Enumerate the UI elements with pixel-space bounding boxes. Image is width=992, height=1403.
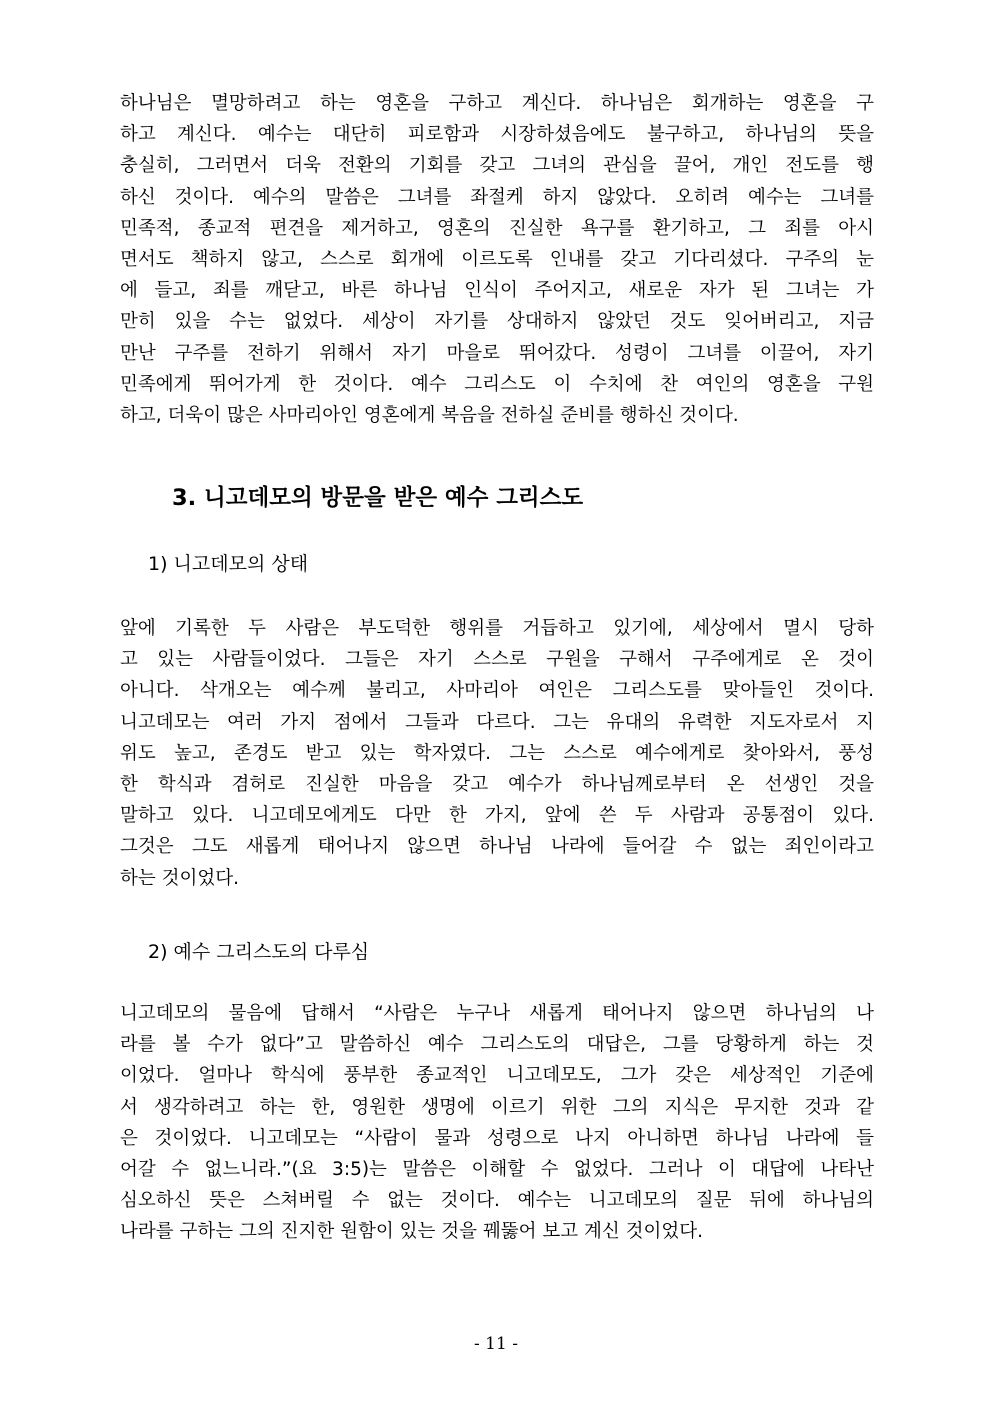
paragraph-3	[120, 998, 874, 1248]
text-line: 충실히, 그러면서 더욱 전환의 기회를 갖고 그녀의 관심을 끌어, 개인 전도를 행	[120, 155, 874, 177]
text-line: 민족적, 종교적 편견을 제거하고, 영혼의 진실한 욕구를 환기하고, 그 죄를 아시	[120, 217, 874, 239]
page-number: - 11 -	[474, 1334, 518, 1354]
text-line: 고 있는 사람들이었다. 그들은 자기 스스로 구원을 구해서 구주에게로 온 것이	[120, 649, 874, 671]
section-heading-3: 3. 니고데모의 방문을 받은 예수 그리스도	[172, 485, 584, 511]
text-line: 위도 높고, 존경도 받고 있는 학자였다. 그는 스스로 예수에게로 찾아와서, 풍성	[120, 742, 874, 764]
text-line: 나라를 구하는 그의 진지한 원함이 있는 것을 꿰뚫어 보고 계신 것이었다.	[120, 1221, 703, 1243]
text-line: 니고데모는 여러 가지 점에서 그들과 다르다. 그는 유대의 유력한 지도자로서 지	[120, 711, 874, 733]
text-line: 아니다. 삭개오는 예수께 불리고, 사마리아 여인은 그리스도를 맞아들인 것이다.	[120, 680, 874, 702]
text-line: 만난 구주를 전하기 위해서 자기 마을로 뛰어갔다. 성령이 그녀를 이끌어, 자기	[120, 342, 874, 364]
text-line: 하신 것이다. 예수의 말씀은 그녀를 좌절케 하지 않았다. 오히려 예수는 그녀를	[120, 186, 874, 208]
text-line: 만히 있을 수는 없었다. 세상이 자기를 상대하지 않았던 것도 잊어버리고, 지금	[120, 311, 874, 333]
subheading-1: 1) 니고데모의 상태	[148, 553, 309, 575]
text-line: 면서도 책하지 않고, 스스로 회개에 이르도록 인내를 갖고 기다리셨다. 구주의 눈	[120, 249, 874, 271]
paragraph-2	[120, 613, 874, 894]
text-line: 라를 볼 수가 없다”고 말씀하신 예수 그리스도의 대답은, 그를 당황하게 하는 것	[120, 1034, 874, 1056]
text-line: 앞에 기록한 두 사람은 부도덕한 행위를 거듭하고 있기에, 세상에서 멸시 당하	[120, 618, 874, 639]
text-line: 서 생각하려고 하는 한, 영원한 생명에 이르기 위한 그의 지식은 무지한 것과 같	[120, 1096, 874, 1118]
paragraph-1	[120, 88, 874, 431]
text-line: 어갈 수 없느니라.”(요 3:5)는 말씀은 이해할 수 없었다. 그러나 이 대답에 나타난	[120, 1159, 874, 1181]
text-line: 니고데모의 물음에 답해서 “사람은 누구나 새롭게 태어나지 않으면 하나님의 나	[120, 1003, 874, 1024]
text-line: 한 학식과 겸허로 진실한 마음을 갖고 예수가 하나님께로부터 온 선생인 것을	[120, 774, 874, 796]
subheading-2: 2) 예수 그리스도의 다루심	[148, 941, 370, 963]
text-line: 그것은 그도 새롭게 태어나지 않으면 하나님 나라에 들어갈 수 없는 죄인이라고	[120, 836, 874, 858]
text-line: 민족에게 뛰어가게 한 것이다. 예수 그리스도 이 수치에 찬 여인의 영혼을 구원	[120, 373, 874, 395]
text-line: 하는 것이었다.	[120, 867, 239, 889]
text-line: 에 들고, 죄를 깨닫고, 바른 하나님 인식이 주어지고, 새로운 자가 된 그녀는 가	[120, 280, 874, 302]
text-line: 은 것이었다. 니고데모는 “사람이 물과 성령으로 나지 아니하면 하나님 나라에 들	[120, 1127, 874, 1149]
text-line: 말하고 있다. 니고데모에게도 다만 한 가지, 앞에 쓴 두 사람과 공통점이 있다.	[120, 805, 874, 827]
text-line: 하고, 더욱이 많은 사마리아인 영혼에게 복음을 전하실 준비를 행하신 것이다.	[120, 405, 739, 427]
text-line: 하고 계신다. 예수는 대단히 피로함과 시장하셨음에도 불구하고, 하나님의 뜻을	[120, 124, 874, 146]
text-line: 하나님은 멸망하려고 하는 영혼을 구하고 계신다. 하나님은 회개하는 영혼을 구	[120, 93, 874, 114]
text-line: 이었다. 얼마나 학식에 풍부한 종교적인 니고데모도, 그가 갖은 세상적인 기준에	[120, 1065, 874, 1087]
text-line: 심오하신 뜻은 스쳐버릴 수 없는 것이다. 예수는 니고데모의 질문 뒤에 하나님의	[120, 1190, 874, 1212]
